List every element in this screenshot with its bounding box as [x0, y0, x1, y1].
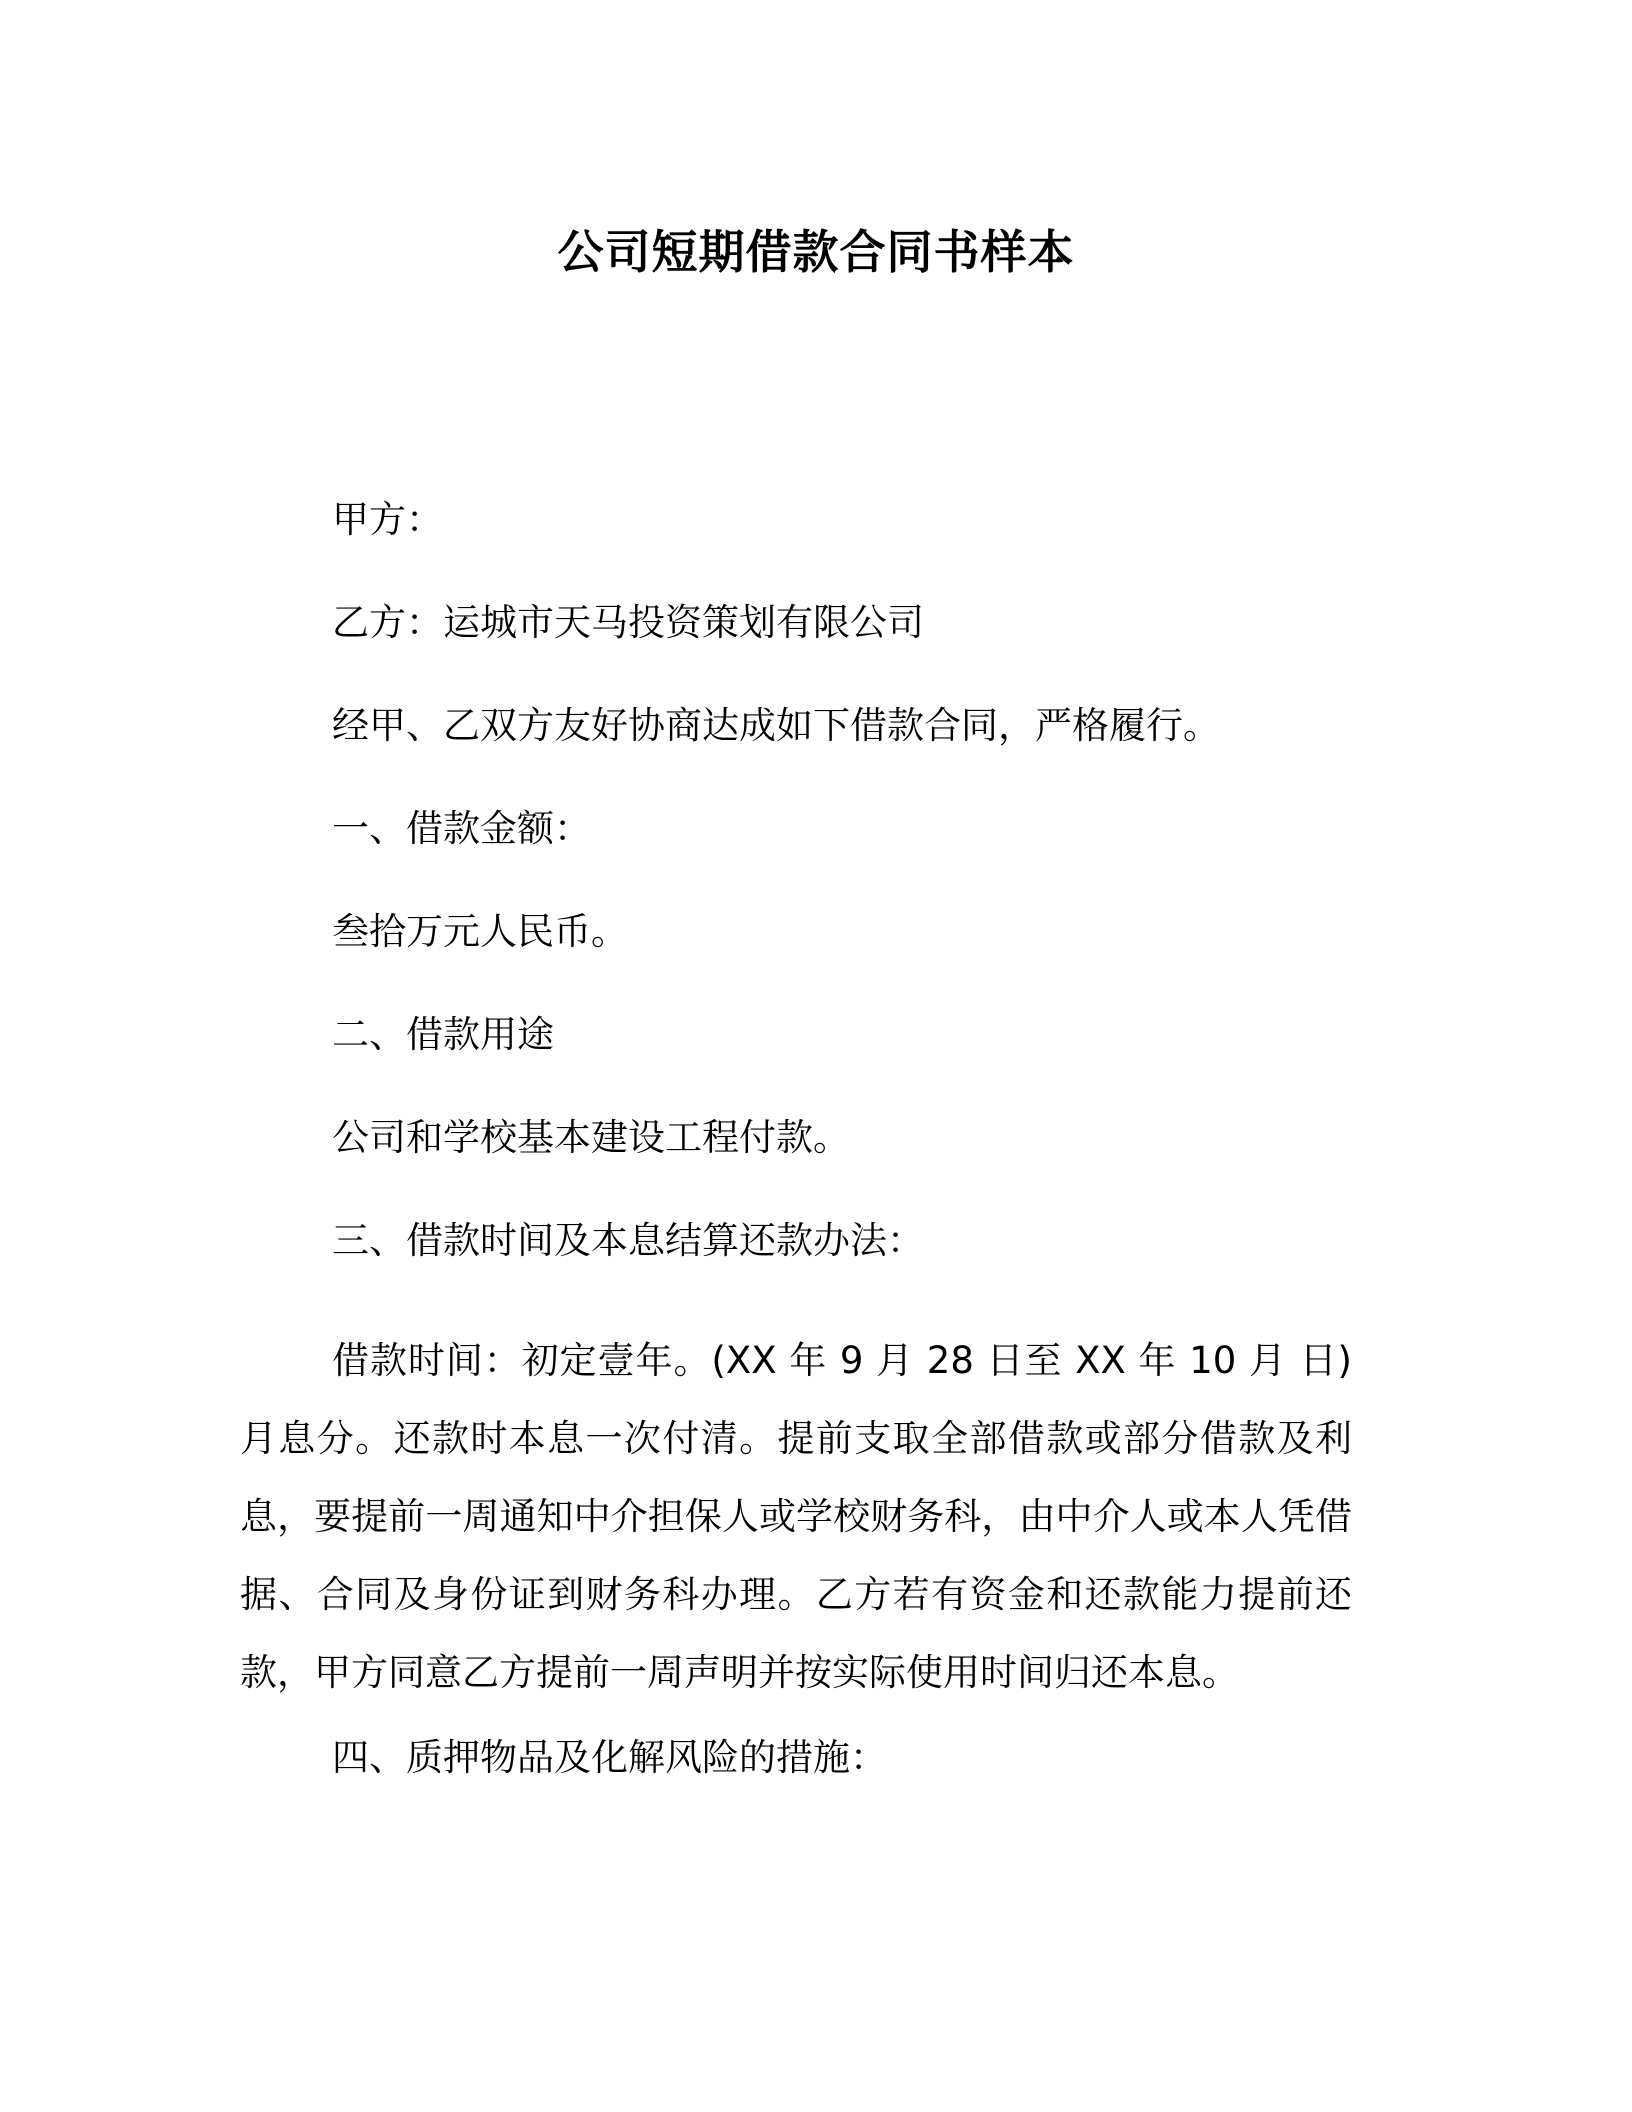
section1-heading: 一、借款金额：: [332, 807, 591, 850]
party-a-line: 甲方：: [332, 498, 443, 541]
section3-heading: 三、借款时间及本息结算还款办法：: [332, 1219, 924, 1262]
section3-body: 借款时间：初定壹年。(XX 年 9 月 28 日至 XX 年 10 月 日)月息分。还款时本息一次付清。提前支取全部借款或部分借款及利息，要提前一周通知中介担保人或学校财务科，由中介人或本人凭借据、合同及身份证到财务科办理。乙方若有资金和还款能力提前还款，甲方同意乙方提前一周声明并按实际使用时间归还本息。: [240, 1339, 1352, 1694]
document-title: 公司短期借款合同书样本: [557, 225, 1075, 279]
intro-paragraph: 经甲、乙双方友好协商达成如下借款合同，严格履行。: [332, 704, 1220, 747]
section2-heading: 二、借款用途: [332, 1013, 554, 1056]
section2-body: 公司和学校基本建设工程付款。: [332, 1116, 850, 1159]
party-b-line: 乙方：运城市天马投资策划有限公司: [332, 601, 924, 644]
section1-body: 叁拾万元人民币。: [332, 910, 628, 953]
section4-heading: 四、质押物品及化解风险的措施：: [332, 1736, 887, 1779]
